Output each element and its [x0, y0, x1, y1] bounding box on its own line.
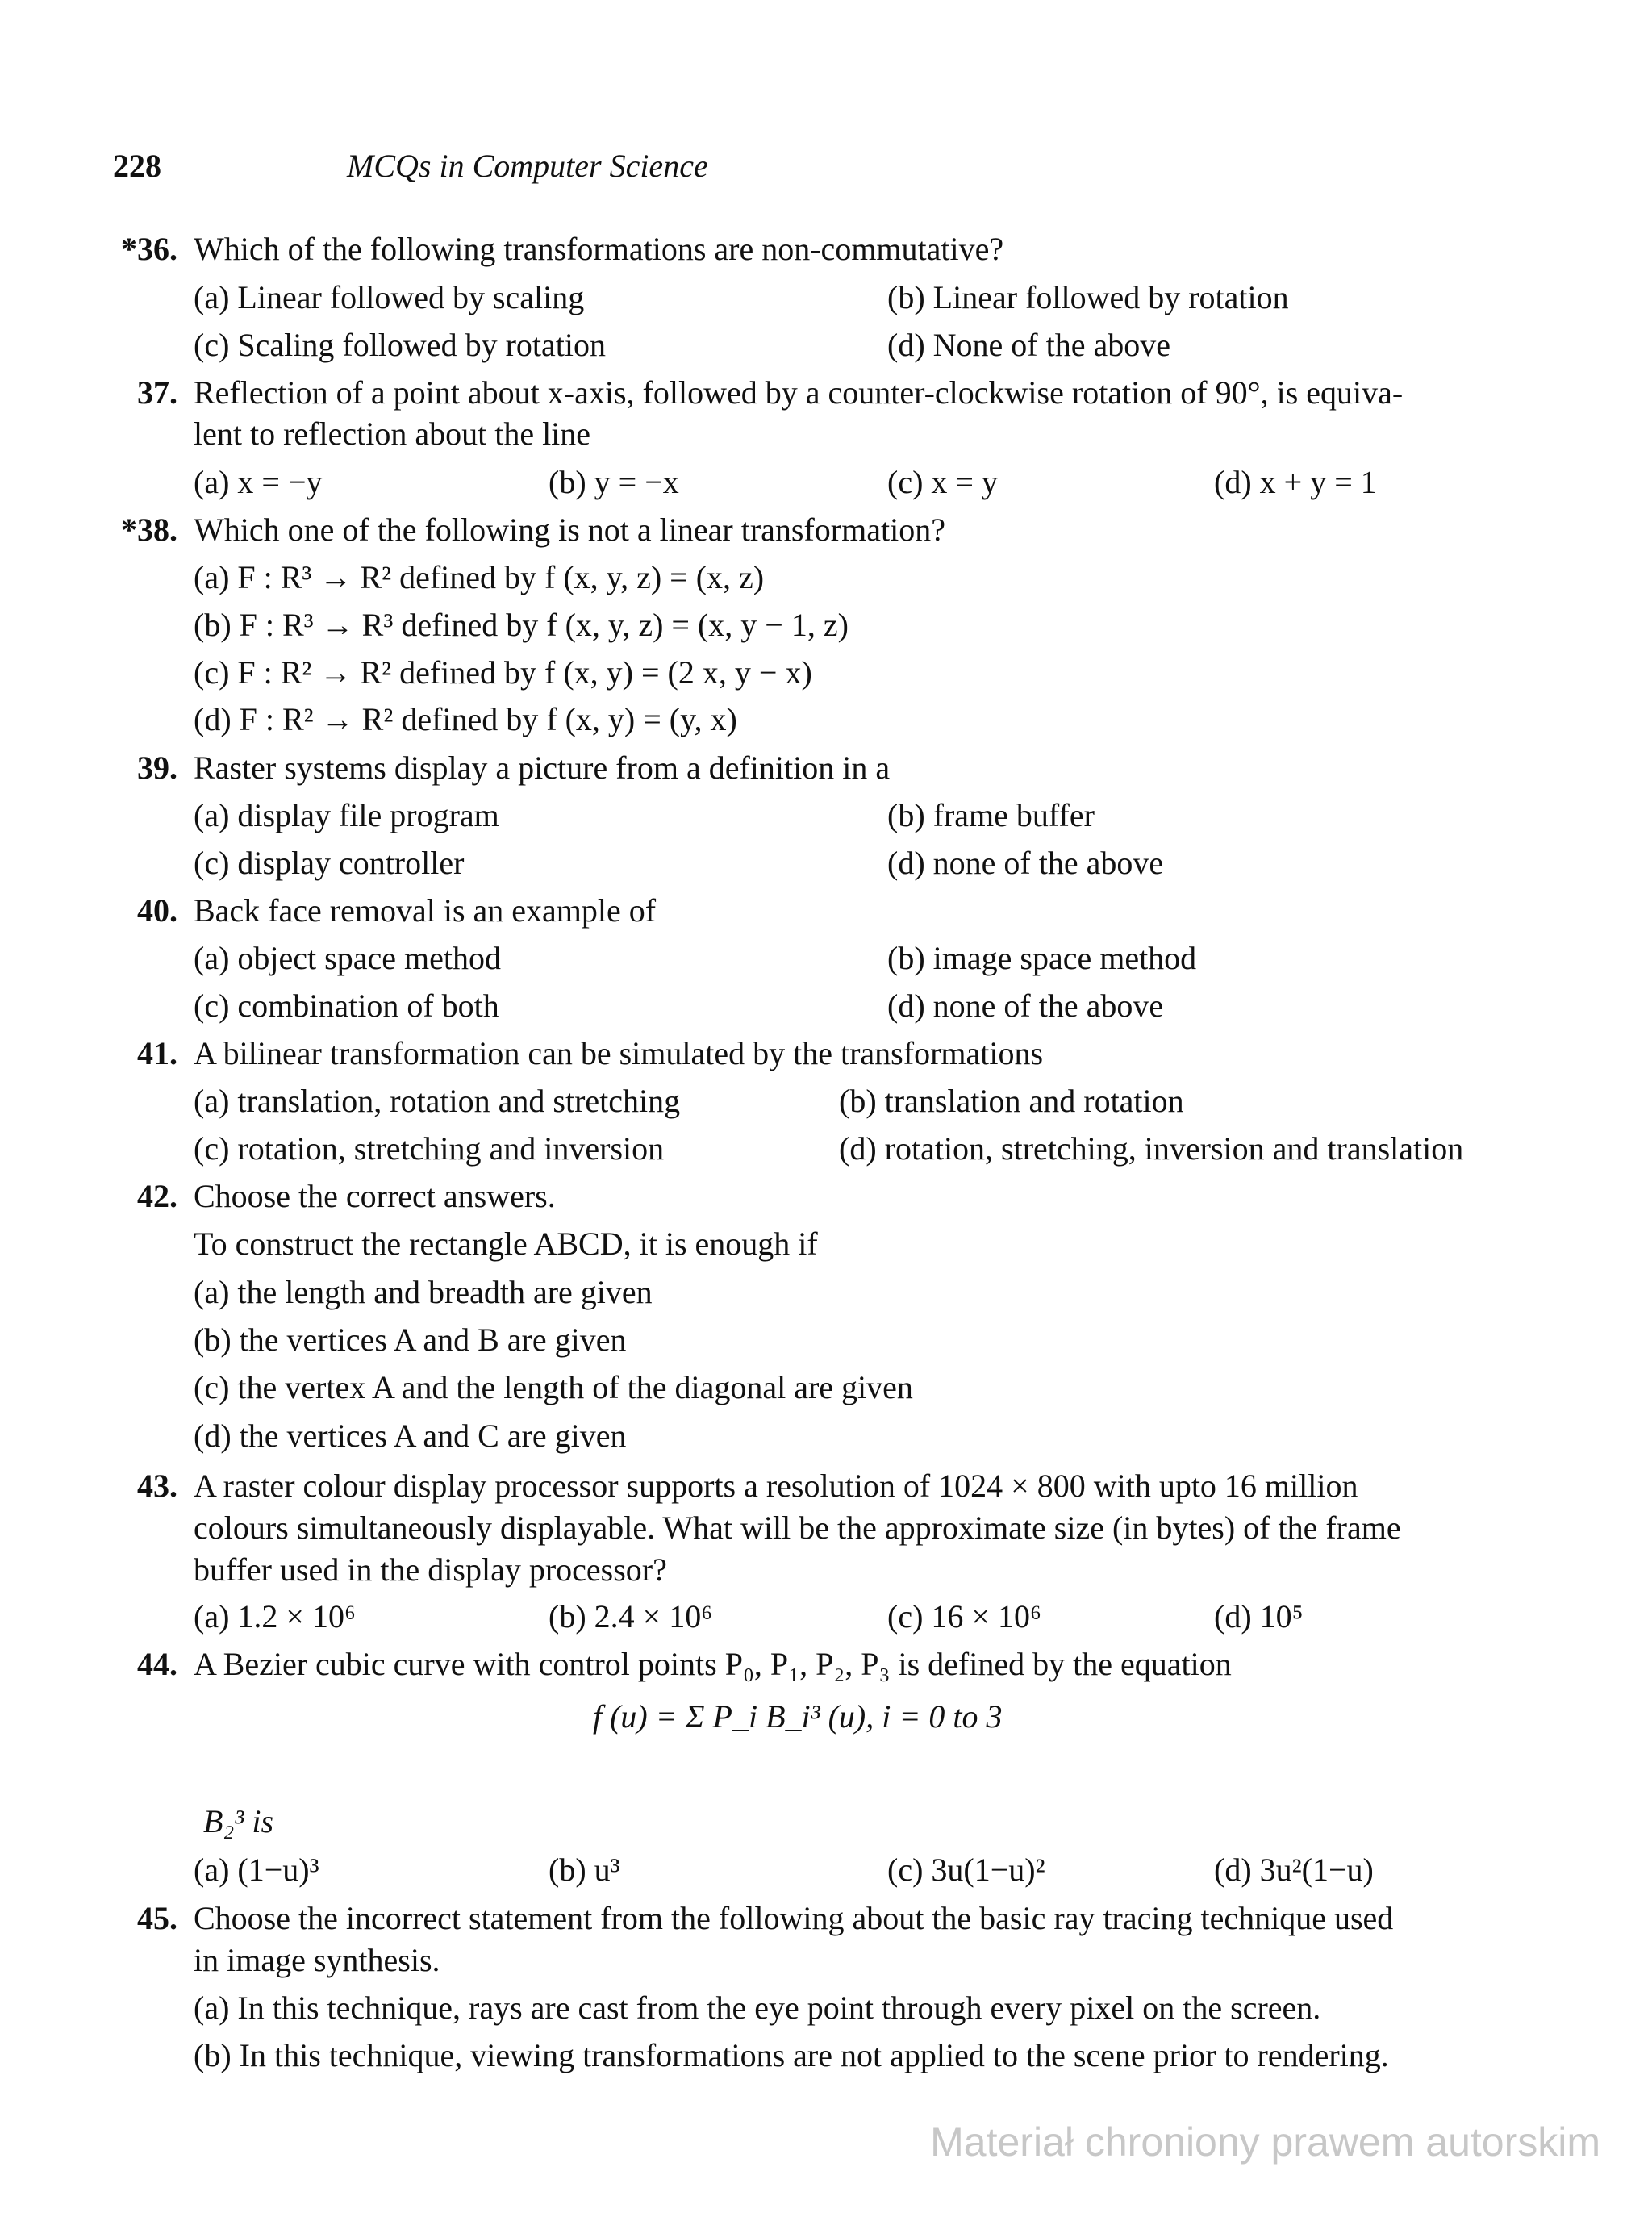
option-a: (a) Linear followed by scaling [194, 279, 585, 315]
question-number: 45. [137, 1900, 177, 1936]
option-c: (c) the vertex A and the length of the diagonal are given [194, 1369, 913, 1405]
option-b: (b) the vertices A and B are given [194, 1322, 627, 1358]
option-a: (a) In this technique, rays are cast from the eye point through every pixel on the screen. [194, 1990, 1321, 2026]
option-d: (d) rotation, stretching, inversion and translation [839, 1130, 1464, 1167]
equation-text: f (u) = Σ P_i B_i³ (u), i = 0 to 3 [593, 1698, 1003, 1735]
question-text: A bilinear transformation can be simulated by the transformations [194, 1035, 1044, 1071]
option-c: (c) Scaling followed by rotation [194, 327, 606, 363]
option-a: (a) the length and breadth are given [194, 1274, 653, 1310]
option-a: (a) 1.2 × 10⁶ [194, 1598, 356, 1635]
question-number: 37. [137, 374, 177, 411]
question-text: Raster systems display a picture from a definition in a [194, 749, 891, 786]
option-b: (b) frame buffer [887, 797, 1095, 833]
option-d: (d) x + y = 1 [1214, 464, 1377, 500]
question-number: 42. [137, 1178, 177, 1214]
question-text: Which of the following transformations are non-commutative? [194, 231, 1004, 267]
option-b: (b) u³ [549, 1852, 620, 1888]
option-d: (d) F : R² → R² defined by f (x, y) = (y, x) [194, 701, 737, 737]
option-a: (a) display file program [194, 797, 499, 833]
question-text: Back face removal is an example of [194, 892, 657, 929]
option-c: (c) rotation, stretching and inversion [194, 1130, 665, 1167]
option-b: (b) F : R³ → R³ defined by f (x, y, z) = (x, y − 1, z) [194, 607, 849, 643]
question-text: colours simultaneously displayable. What will be the approximate size (in bytes) of the frame [194, 1509, 1401, 1546]
running-header-title: MCQs in Computer Science [347, 148, 708, 184]
option-a: (a) (1−u)³ [194, 1852, 319, 1888]
copyright-watermark: Materiał chroniony prawem autorskim [930, 2119, 1600, 2165]
option-b: (b) y = −x [549, 464, 679, 500]
question-text: in image synthesis. [194, 1942, 440, 1978]
question-number: 40. [137, 892, 177, 929]
option-d: (d) 3u²(1−u) [1214, 1852, 1374, 1888]
option-b: (b) 2.4 × 10⁶ [549, 1598, 713, 1635]
question-number: 44. [137, 1646, 177, 1682]
question-number: *38. [121, 511, 177, 548]
option-c: (c) display controller [194, 845, 465, 881]
option-d: (d) the vertices A and C are given [194, 1418, 627, 1454]
option-c: (c) combination of both [194, 987, 499, 1024]
option-c: (c) F : R² → R² defined by f (x, y) = (2 x, y − x) [194, 654, 812, 691]
question-text: Reflection of a point about x-axis, followed by a counter-clockwise rotation of 90°, is equiva- [194, 374, 1404, 411]
question-number: *36. [121, 231, 177, 267]
question-text: Which one of the following is not a linear transformation? [194, 511, 945, 548]
question-number: 43. [137, 1468, 177, 1504]
question-text: A Bezier cubic curve with control points P₀, P₁, P₂, P₃ is defined by the equation [194, 1646, 1232, 1682]
question-text: A raster colour display processor supports a resolution of 1024 × 800 with upto 16 million [194, 1468, 1358, 1504]
option-d: (d) none of the above [887, 845, 1164, 881]
option-c: (c) x = y [887, 464, 998, 500]
question-number: 39. [137, 749, 177, 786]
option-a: (a) translation, rotation and stretching [194, 1083, 681, 1119]
option-b: (b) Linear followed by rotation [887, 279, 1289, 315]
question-text: lent to reflection about the line [194, 415, 591, 452]
option-c: (c) 3u(1−u)² [887, 1852, 1045, 1888]
question-text: Choose the incorrect statement from the following about the basic ray tracing technique used [194, 1900, 1394, 1936]
question-number: 41. [137, 1035, 177, 1071]
option-d: (d) None of the above [887, 327, 1170, 363]
option-a: (a) object space method [194, 940, 501, 976]
option-b: (b) image space method [887, 940, 1197, 976]
option-d: (d) none of the above [887, 987, 1164, 1024]
option-c: (c) 16 × 10⁶ [887, 1598, 1041, 1635]
question-text: buffer used in the display processor? [194, 1551, 667, 1588]
question-text: To construct the rectangle ABCD, it is enough if [194, 1225, 818, 1262]
bezier-equation [593, 1697, 1002, 1735]
option-a: (a) x = −y [194, 464, 323, 500]
option-b: (b) translation and rotation [839, 1083, 1184, 1119]
option-a: (a) F : R³ → R² defined by f (x, y, z) = (x, z) [194, 559, 765, 595]
question-text: B₂³ is [203, 1803, 274, 1839]
option-d: (d) 10⁵ [1214, 1598, 1304, 1635]
page-number: 228 [113, 148, 161, 184]
option-b: (b) In this technique, viewing transformations are not applied to the scene prior to rendering. [194, 2037, 1389, 2073]
question-text: Choose the correct answers. [194, 1178, 556, 1214]
